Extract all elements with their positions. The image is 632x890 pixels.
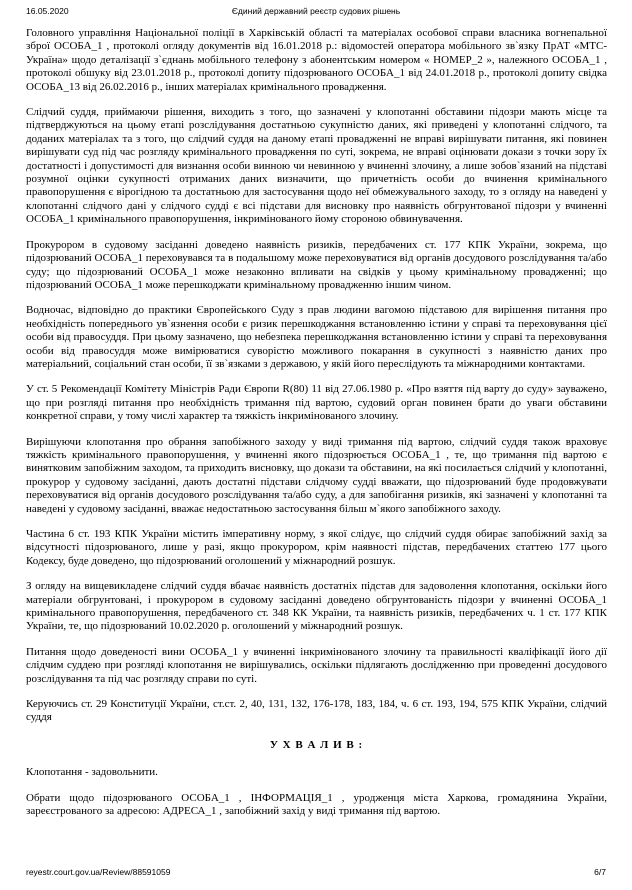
resolution-paragraph-grant: Клопотання - задовольнити. — [26, 766, 158, 779]
paragraph-conclusion: З огляду на вищевикладене слідчий суддя вбачає наявність достатніх підстав для задоволення клопотання, оскільки його матеріали обгрунтовані, і прокурором в судовому засіданні доведено обгрунтованість підозри у вчиненні ОСОБА_1 кримінального правопорушення, передбаченого ст. 348 КК України, та наявність ризиків, передбачених ч. 1 ст. 177 КПК України, те, що підозрюваний 10.02.2020 р. оголошений у міжнародний розшук. — [26, 580, 607, 633]
paragraph-guilt-question: Питання щодо доведеності вини ОСОБА_1 у вчиненні інкримінованого злочину та правильності кваліфікації його дії слідчим суддею при розгляді клопотання не вирішувались, оскільки підлягають дослідженню при проведенні досудового розслідування та під час розгляду справи по суті. — [26, 645, 607, 685]
header-date: 16.05.2020 — [26, 6, 69, 16]
page-header — [26, 6, 606, 16]
paragraph-judge-reasoning: Слідчий суддя, приймаючи рішення, виходить з того, що зазначені у клопотанні обставини підозри мають місце та підтверджуються на цьому етапі розслідування достатньою сукупністю даних, які приведені у клопотанні слідчого, та доданих матеріалах та з того, що слідчий суддя на даному етапі провадженні не вправі вирішувати питання, які повинен вирішувати суд під час розгляду кримінального провадження по суті, зокрема, не вправі оцінювати докази з точки зору їх достатності і допустимості для визнання особи винною чи невинною у вчиненні злочину, а лише зобов`язаний на підставі розумної оцінки сукупності отриманих даних визначити, що причетність особи до вчинення кримінального правопорушення є вірогідною та достатньою для застосування щодо неї обмежувального заходу, то з огляду на наведені у клопотанні слідчого дані у слідчого судді є всі підстави для висновку про наявність обгрунтованої підозри у вчиненні ОСОБА_1 кримінального правопорушення, інкримінованого йому стороною обвинувачення. — [26, 106, 607, 226]
paragraph-legal-basis: Керуючись ст. 29 Конституції України, ст.ст. 2, 40, 131, 132, 176-178, 183, 184, ч. 6 ст. 193, 194, 575 КПК України, слідчий суддя — [26, 698, 607, 724]
paragraph-article-193: Частина 6 ст. 193 КПК України містить імперативну норму, з якої слідує, що слідчий суддя обирає запобіжний захід за відсутності підозрюваного, лише у разі, якщо прокурором, крім наявності підстав, передбачених статтею 177 цього Кодексу, буде доведено, що підозрюваний оголошений у міжнародний розшук. — [26, 528, 607, 567]
paragraph-prosecutor-risks: Прокурором в судовому засіданні доведено наявність ризиків, передбачених ст. 177 КПК України, зокрема, що підозрюваний ОСОБА_1 переховувався та в подальшому може переховуватися від органів досудового розслідування та/або суду; що підозрюваний ОСОБА_1 може незаконно впливати на свідків у цьому кримінальному провадженні; що підозрюваний ОСОБА_1 може перешкоджати кримінальному провадженню іншим чином. — [26, 238, 607, 291]
paragraph-echr-practice: Водночас, відповідно до практики Європейського Суду з прав людини вагомою підставою для вирішення питання про необхідність попереднього ув`язнення особи є ризик перешкоджання встановленню істини у справі та переховування цієї особи від правосуддя. При цьому зазначено, що небезпека перешкоджання встановленню істини у справі та переховування особи від правосуддя може вимірюватися суворістю можливого покарання в сукупності з наявністю даних про матеріальний, соціальний стан особи, її зв`язками з державою, у якій його переслідують та міжнародними контактами. — [26, 304, 607, 370]
paragraph-case-materials: Головного управління Національної поліції в Харківській області та матеріалах особової справи власника вогнепальної зброї ОСОБА_1 , протоколі огляду документів від 16.01.2018 р.: відомостей оператора мобільного зв`язку ПрАТ «МТС-Україна» щодо деталізації з`єднань мобільного телефону з абонентським номером « НОМЕР_2 », належного ОСОБА_1 , протоколі обшуку від 23.01.2018 р., протоколі допиту підозрюваного ОСОБА_1 від 24.01.2018 р., протоколі допиту свідка ОСОБА_13 від 26.02.2016 р., інших матеріалах кримінального провадження. — [26, 27, 607, 93]
resolution-heading: У Х В А Л И В : — [269, 738, 364, 751]
footer-url: reyestr.court.gov.ua/Review/88591059 — [26, 867, 171, 877]
footer-page-number: 6/7 — [594, 867, 606, 877]
paragraph-coe-recommendation: У ст. 5 Рекомендації Комітету Міністрів Ради Європи R(80) 11 від 27.06.1980 р. «Про взяття під варту до суду» зауважено, що при розгляді питання про необхідність тримання під вартою, судовий орган повинен брати до уваги обставини конкретної справи, у тому числі характер та тяжкість інкримінованого злочину. — [26, 383, 607, 423]
resolution-paragraph-measure: Обрати щодо підозрюваного ОСОБА_1 , ІНФОРМАЦІЯ_1 , уродженця міста Харкова, громадянина України, зареєстрованого за адресою: АДРЕСА_1 , запобіжний захід у виді тримання під вартою. — [26, 791, 607, 818]
header-title: Єдиний державний реєстр судових рішень — [231, 6, 401, 16]
paragraph-measure-choice: Вирішуючи клопотання про обрання запобіжного заходу у виді тримання під вартою, слідчий суддя також враховує тяжкість кримінального правопорушення, у вчиненні якого підозрюється ОСОБА_1 , те, що тримання під вартою є винятковим запобіжним заходом, та приходить висновку, що докази та обставини, на які посилається слідчий у клопотанні, прокурор у судовому засіданні, дають достатні підстави слідчому судді вважати, що підозрюваний буде продовжувати переховуватися від органів досудового розслідування та/або суду, а для запобігання ризиків, які зазначені у клопотанні та наведені у судовому засіданні, вважає недостатньою застосування більш м`якого запобіжного заходу. — [26, 435, 607, 515]
document-body — [26, 27, 607, 831]
page-footer — [26, 867, 606, 877]
